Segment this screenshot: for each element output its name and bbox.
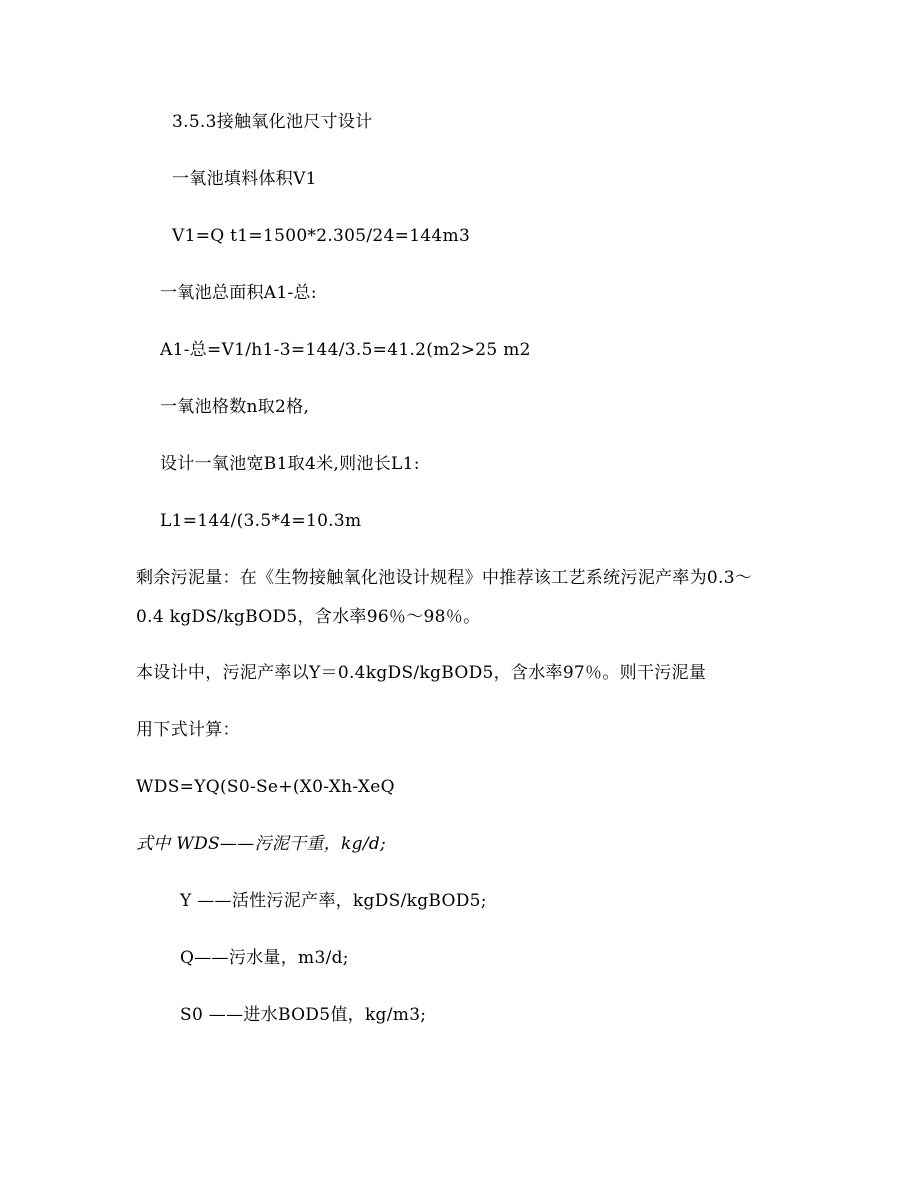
text-line: 设计一氧池宽B1取4米,则池长L1: — [160, 454, 420, 474]
formula-line: L1=144/(3.5*4=10.3m — [160, 511, 362, 531]
text-line: 一氧池格数n取2格, — [160, 397, 310, 417]
formula-line: WDS=YQ(S0-Se+(X0-Xh-XeQ — [136, 777, 395, 797]
paragraph-line: 用下式计算： — [136, 720, 240, 740]
definition-line: S0 ——进水BOD5值，kg/m3; — [180, 1005, 427, 1025]
formula-line: A1-总=V1/h1-3=144/3.5=41.2(m2>25 m2 — [160, 340, 531, 360]
paragraph-line: 0.4 kgDS/kgBOD5，含水率96％～98％。 — [136, 607, 481, 627]
text-line: 一氧池总面积A1-总: — [160, 283, 317, 303]
section-heading: 3.5.3接触氧化池尺寸设计 — [172, 112, 373, 132]
definition-line: Y ——活性污泥产率，kgDS/kgBOD5; — [180, 891, 487, 911]
text-line: 一氧池填料体积V1 — [172, 169, 317, 189]
formula-line: V1=Q t1=1500*2.305/24=144m3 — [172, 226, 471, 246]
paragraph-line: 剩余污泥量：在《生物接触氧化池设计规程》中推荐该工艺系统污泥产率为0.3～ — [136, 568, 753, 588]
definition-line: Q——污水量，m3/d; — [180, 948, 349, 968]
paragraph-line: 本设计中，污泥产率以Y＝0.4kgDS/kgBOD5，含水率97％。则干污泥量 — [136, 663, 707, 683]
formula-definition-heading: 式中 WDS——污泥干重，kg/d; — [136, 834, 387, 854]
